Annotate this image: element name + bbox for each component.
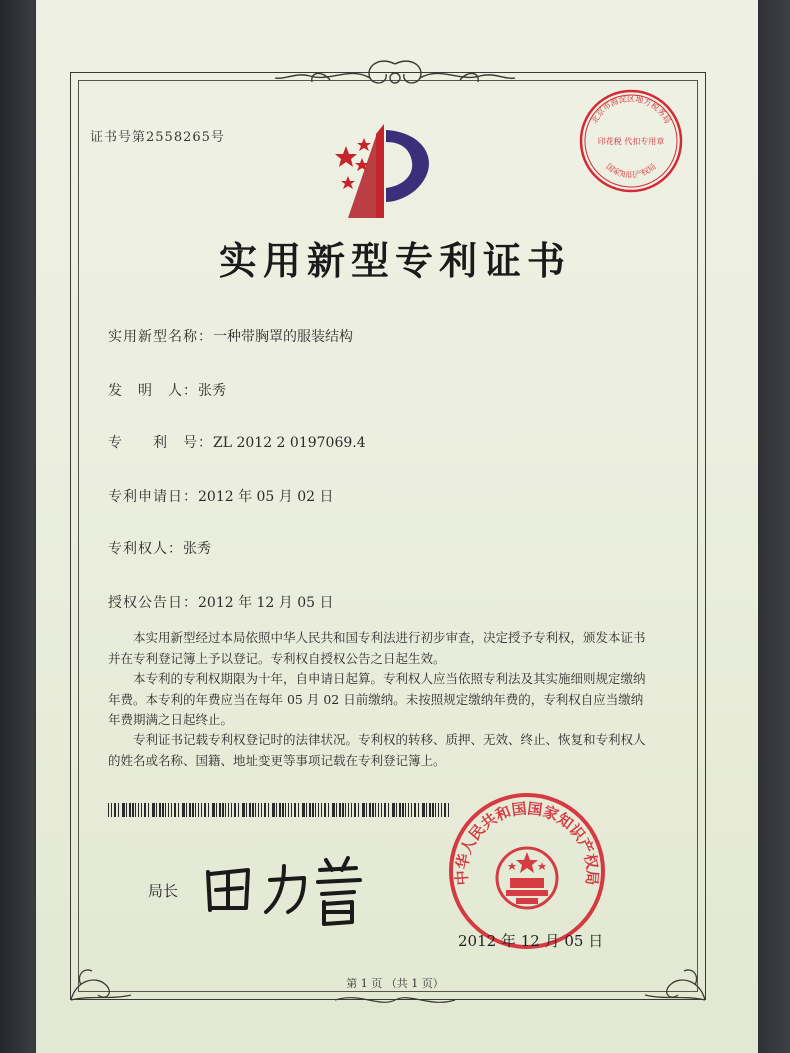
barcode-bar [144,803,146,817]
barcode-bar [336,803,337,817]
barcode-bar [192,803,194,817]
barcode-bar [178,803,179,817]
barcode-bar [171,803,172,817]
barcode-bar [378,803,379,817]
barcode-bar [279,803,281,817]
svg-text:国家知识产权局: 国家知识产权局 [604,161,658,180]
barcode-bar [312,803,314,817]
barcode-bar [264,803,266,817]
barcode-bar [168,803,169,817]
barcode-bar [399,803,401,817]
tax-stamp [576,86,686,196]
field-label: 发 明 人： [108,383,198,399]
barcode-bar [222,803,224,817]
top-ornament [270,56,520,96]
barcode-bar [388,803,389,817]
barcode-bar [162,803,164,817]
barcode-bar [138,803,139,817]
barcode-bar [306,803,307,817]
page-number: 第 1 页 （共 1 页） [346,977,444,990]
barcode-bar [369,803,371,817]
field-patent-number [108,432,366,452]
barcode-bar [328,803,329,817]
seal-date: 2012 年 12 月 05 日 [458,932,604,950]
barcode-bar [339,803,341,817]
barcode-bar [122,803,125,817]
field-label: 授权公告日： [108,595,198,611]
director-signature [200,850,380,930]
body-paragraph-3: 专利证书记载专利权登记时的法律状况。专利权的转移、质押、无效、终止、恢复和专利权人的姓名或名称、国籍、地址变更等事项记载在专利登记簿上。 [108,732,646,768]
barcode-bar [159,803,161,817]
barcode-bar [225,803,226,817]
barcode-bar [381,803,382,817]
barcode-bar [418,803,419,817]
barcode-bar [324,803,326,817]
barcode-bar [392,803,395,817]
barcode-bar [351,803,352,817]
barcode-bar [252,803,254,817]
field-label: 专利申请日： [108,489,198,505]
barcode-bar [156,803,157,817]
barcode-bar [426,803,427,817]
barcode-bar [438,803,439,817]
barcode-bar [152,803,155,817]
barcode-bar [216,803,217,817]
barcode-bar [118,803,119,817]
barcode-bar [198,803,199,817]
barcode-bar [366,803,367,817]
barcode-bar [219,803,221,817]
body-paragraph-1: 本实用新型经过本局依照中华人民共和国专利法进行初步审查，决定授予专利权，颁发本证书并在专利登记簿上予以登记。专利权自授权公告之日起生效。 [108,630,646,666]
barcode-bar [238,803,239,817]
barcode-bar [435,803,436,817]
barcode-bar [249,803,251,817]
field-value: 张秀 [183,541,211,557]
barcode-bar [165,803,166,817]
barcode-bar [405,803,406,817]
barcode-bar [285,803,286,817]
barcode-bar [261,803,262,817]
barcode-bar [148,803,149,817]
barcode-bar [234,803,236,817]
barcode-bar [126,803,127,817]
barcode-bar [195,803,196,817]
barcode-bar [375,803,376,817]
field-value: ZL 2012 2 0197069.4 [213,435,366,451]
barcode-bar [258,803,259,817]
barcode-bar [228,803,229,817]
barcode-bar [422,803,425,817]
barcode-bar [298,803,299,817]
field-label: 专利权人： [108,541,183,557]
field-inventor [108,380,226,400]
barcode-bar [408,803,409,817]
field-value: 2012 年 05 月 02 日 [198,489,334,505]
field-value: 2012 年 12 月 05 日 [198,595,334,611]
field-application-date [108,486,334,506]
barcode-bar [302,803,305,817]
barcode-bar [321,803,322,817]
barcode-bar [276,803,277,817]
barcode-bar [242,803,245,817]
barcode [108,803,452,817]
field-grant-date [108,592,334,612]
field-patentee [108,538,211,558]
barcode-bar [354,803,356,817]
field-value: 张秀 [198,383,226,399]
barcode-bar [402,803,404,817]
certificate-title: 实用新型专利证书 [218,238,571,283]
field-label: 实用新型名称： [108,329,213,345]
barcode-bar [246,803,247,817]
field-label: 专 利 号： [108,435,213,451]
barcode-bar [294,803,296,817]
barcode-bar [348,803,349,817]
barcode-bar [268,803,269,817]
barcode-bar [201,803,202,817]
barcode-bar [414,803,416,817]
patent-office-emblem [326,118,438,222]
barcode-bar [111,803,112,817]
barcode-bar [282,803,284,817]
barcode-bar [291,803,292,817]
barcode-bar [208,803,209,817]
barcode-bar [358,803,359,817]
barcode-bar [182,803,185,817]
bottom-ornament [330,990,460,1010]
field-value: 一种带胸罩的服装结构 [213,329,353,345]
svg-text:北京市海淀区地方税务局: 北京市海淀区地方税务局 [589,94,673,126]
barcode-bar [114,803,116,817]
barcode-bar [212,803,215,817]
svg-text:中华人民共和国国家知识产权局: 中华人民共和国国家知识产权局 [452,799,602,886]
barcode-bar [231,803,232,817]
barcode-bar [189,803,191,817]
barcode-bar [141,803,142,817]
barcode-bar [342,803,344,817]
barcode-bar [129,803,131,817]
barcode-bar [174,803,176,817]
barcode-bar [384,803,386,817]
barcode-bar [318,803,319,817]
barcode-bar [332,803,335,817]
barcode-bar [309,803,311,817]
barcode-bar [411,803,412,817]
barcode-bar [272,803,275,817]
barcode-bar [288,803,289,817]
barcode-bar [396,803,397,817]
tax-stamp-inner-text: 印花税 代扣专用章 [597,137,665,146]
director-label: 局长 [148,882,179,900]
certificate-number: 证书号第2558265号 [90,130,225,145]
barcode-bar [441,803,442,817]
barcode-bar [372,803,374,817]
barcode-bar [429,803,431,817]
field-utility-model-name [108,326,353,346]
barcode-bar [255,803,256,817]
barcode-bar [108,803,109,817]
barcode-bar [186,803,187,817]
barcode-bar [135,803,136,817]
official-seal [446,790,608,952]
barcode-bar [345,803,346,817]
barcode-bar [362,803,365,817]
body-paragraph-2: 本专利的专利权期限为十年，自申请日起算。专利权人应当依照专利法及其实施细则规定缴纳年费。本专利的年费应当在每年 05 月 02 日前缴纳。未按照规定缴纳年费的，专利权自应当缴纳年费期满之日起终止。 [108,671,646,727]
barcode-bar [132,803,134,817]
barcode-bar [204,803,206,817]
barcode-bar [315,803,316,817]
barcode-bar [432,803,434,817]
